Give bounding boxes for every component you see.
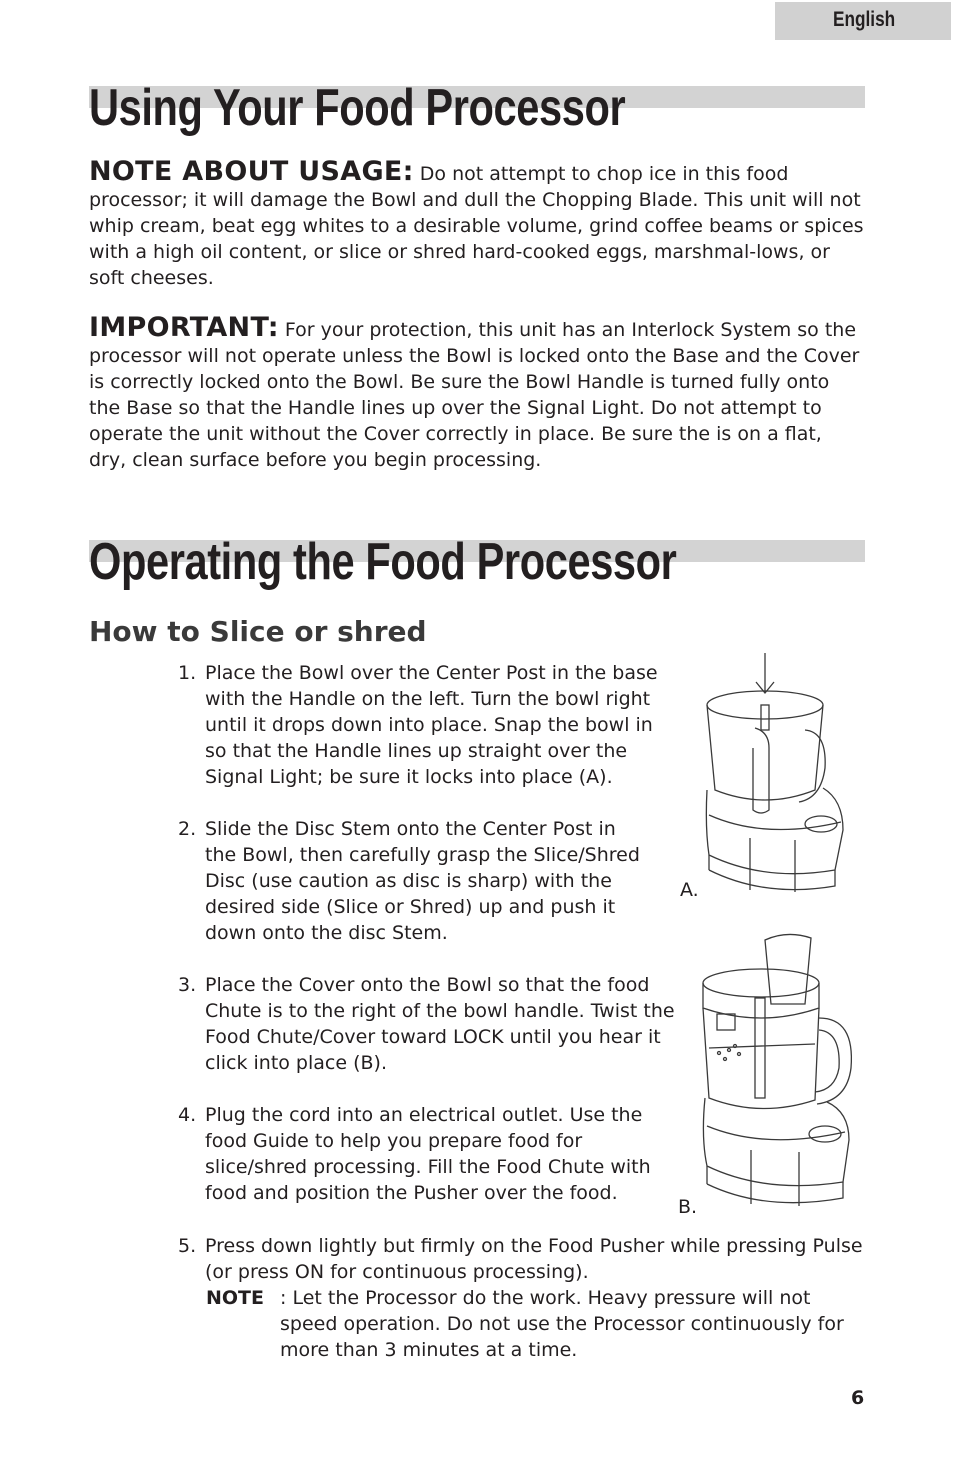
- step-number: 4.: [178, 1104, 197, 1126]
- important-text: For your protection, this unit has an Interlock System so the processor will not operate unless the Bowl is locked onto the Base and the Cover is correctly locked onto the Bowl. Be sure the Bowl Handle is turned fully onto the Base so that the Handle lines up over the Signal Light. Do not attempt to operate the unit without the Cover correctly in place. Be sure the is on a flat, dry, clean surface before you begin processing.: [89, 319, 860, 471]
- important-paragraph: [89, 312, 865, 473]
- step-number: 5.: [178, 1235, 197, 1257]
- language-label: English: [833, 8, 896, 31]
- step-number: 3.: [178, 974, 197, 996]
- step-5: [178, 1233, 866, 1285]
- step-number: 2.: [178, 818, 197, 840]
- note-about-usage-label: NOTE ABOUT USAGE:: [89, 156, 414, 187]
- step-2: [178, 816, 650, 946]
- step-1: [178, 660, 658, 790]
- page-number: 6: [851, 1387, 865, 1409]
- figure-label-a: A.: [680, 879, 699, 901]
- language-tab: [775, 2, 951, 40]
- note-label: NOTE: [206, 1287, 264, 1309]
- step-text: Plug the cord into an electrical outlet. Use the food Guide to help you prepare food for slice/shred processing. Fill the Food Chute with food and position the Pusher over the food.: [205, 1104, 651, 1204]
- step-5-note: [206, 1285, 866, 1363]
- section-title-operating: Operating the Food Processor: [89, 533, 677, 591]
- step-number: 1.: [178, 662, 197, 684]
- section-title-using: Using Your Food Processor: [89, 79, 626, 137]
- step-4: [178, 1102, 658, 1206]
- figure-label-b: B.: [678, 1196, 698, 1218]
- important-label: IMPORTANT:: [89, 312, 279, 343]
- step-text: Press down lightly but firmly on the Food Pusher while pressing Pulse (or press ON for continuous processing).: [205, 1235, 863, 1283]
- step-text: Place the Cover onto the Bowl so that the food Chute is to the right of the bowl handle. Twist the Food Chute/Cover toward LOCK until you hear it click into place (B).: [205, 974, 675, 1074]
- note-about-usage-paragraph: [89, 156, 865, 291]
- food-processor-assembled-icon: [695, 928, 860, 1218]
- food-processor-bowl-icon: [695, 650, 855, 900]
- step-text: Slide the Disc Stem onto the Center Post in the Bowl, then carefully grasp the Slice/Shred Disc (use caution as disc is sharp) with the desired side (Slice or Shred) up and push it down onto the disc Stem.: [205, 818, 640, 944]
- step-text: Place the Bowl over the Center Post in the base with the Handle on the left. Turn the bowl right until it drops down into place. Snap the bowl in so that the Handle lines up straight over the Signal Light; be sure it locks into place (A).: [205, 662, 658, 788]
- step-3: [178, 972, 678, 1076]
- note-about-usage-text: Do not attempt to chop ice in this food processor; it will damage the Bowl and dull the Chopping Blade. This unit will not whip cream, beat egg whites to a desirable volume, grind coffee beams or spices with a high oil content, or slice or shred hard-cooked eggs, marshmal-lows, or soft cheeses.: [89, 163, 864, 289]
- note-text: : Let the Processor do the work. Heavy pressure will not speed operation. Do not use the Processor continuously for more than 3 minutes at a time.: [280, 1287, 844, 1361]
- subsection-title: How to Slice or shred: [89, 615, 427, 648]
